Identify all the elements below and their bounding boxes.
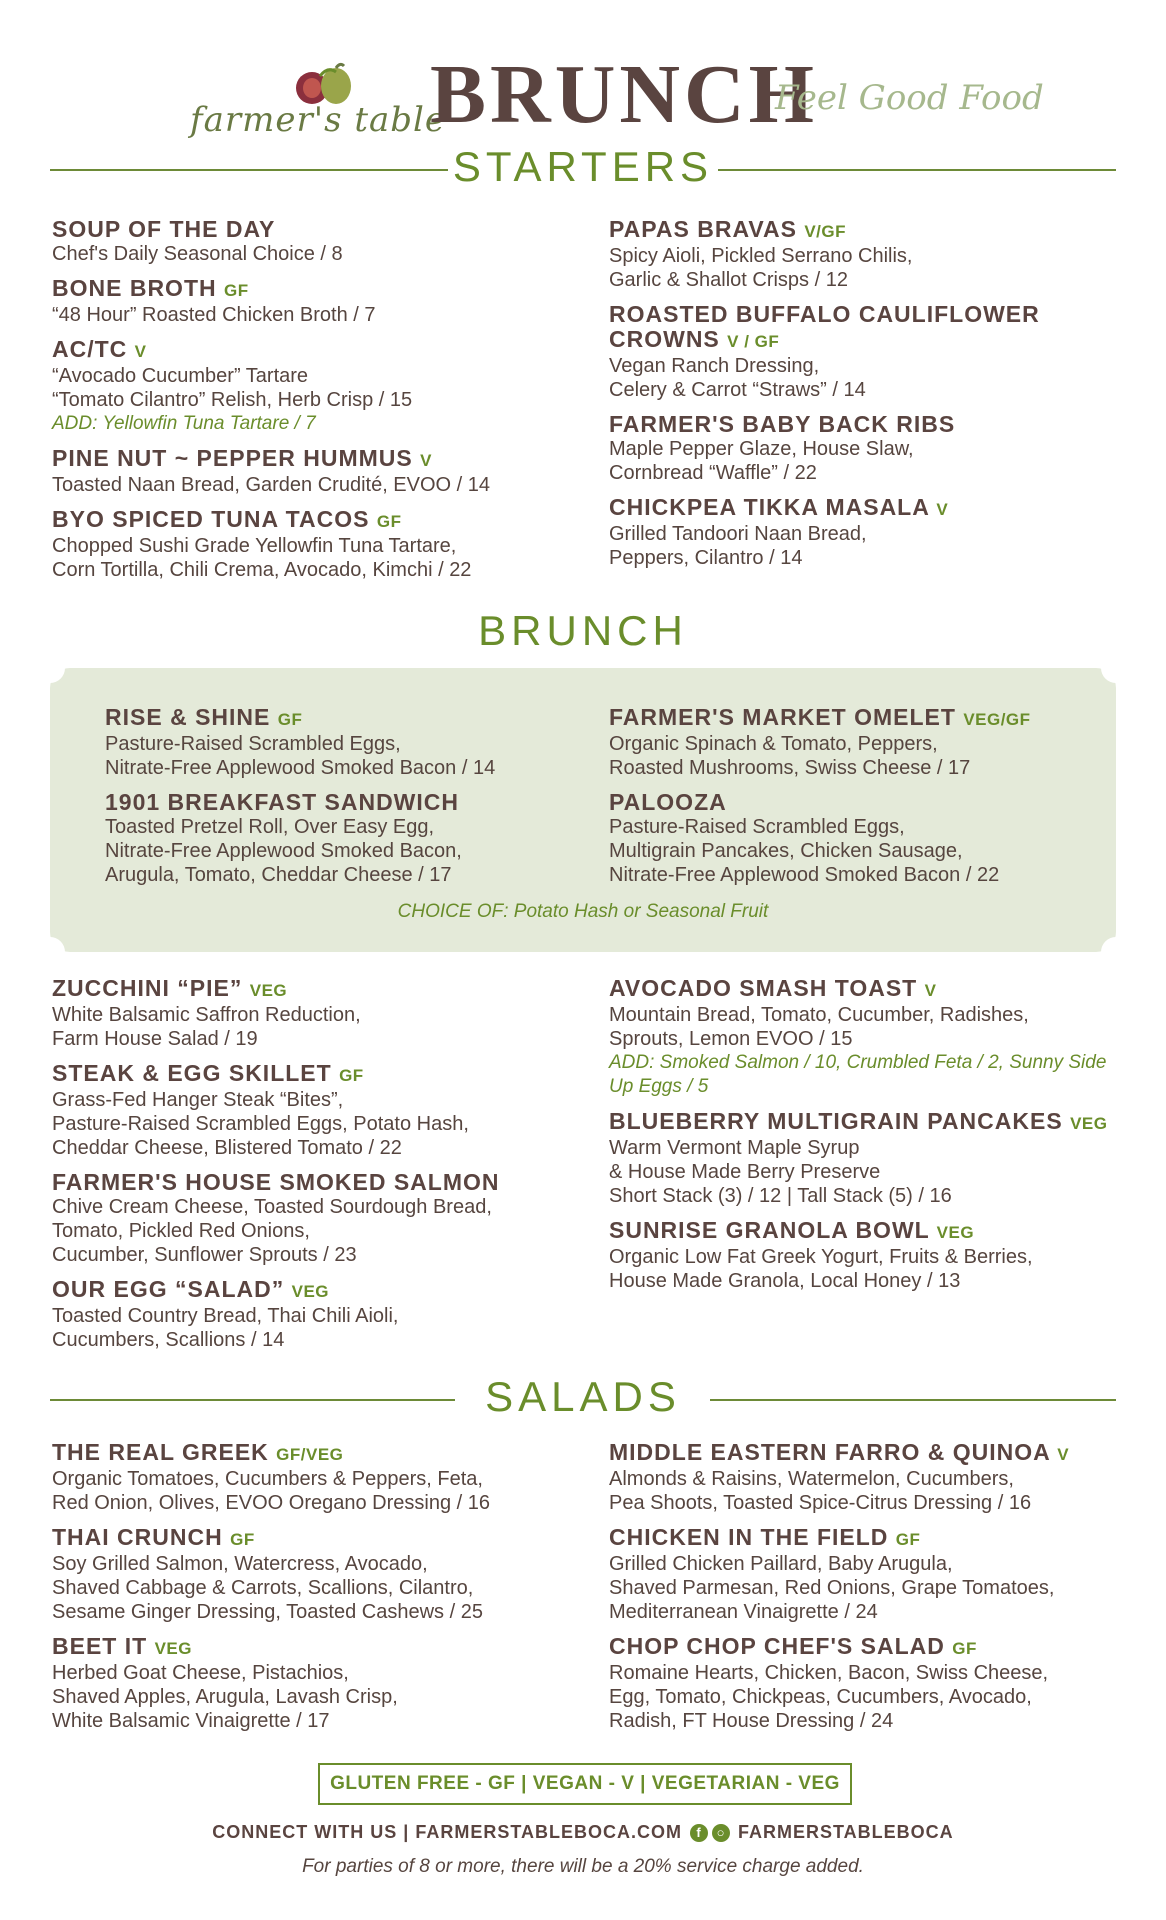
menu-item: [52, 1525, 552, 1624]
menu-item: [52, 1277, 552, 1352]
menu-item-title: PAPAS BRAVAS: [609, 216, 797, 242]
menu-item: [609, 976, 1109, 1099]
dietary-tag: GF: [376, 512, 402, 531]
menu-item: [105, 705, 605, 780]
menu-item-description: White Balsamic Vinaigrette / 17: [52, 1710, 330, 1732]
dietary-tag: VEG: [154, 1639, 192, 1658]
menu-item-name: [609, 790, 1109, 815]
menu-item-description: Sesame Ginger Dressing, Toasted Cashews / 25: [52, 1601, 483, 1623]
menu-item-description: Shaved Parmesan, Red Onions, Grape Tomatoes,: [609, 1577, 1055, 1599]
section-title: BRUNCH: [478, 607, 688, 654]
dietary-tag: GF: [339, 1066, 364, 1085]
menu-item: [609, 302, 1109, 402]
menu-item-name: [52, 1170, 552, 1195]
menu-item-description: Mountain Bread, Tomato, Cucumber, Radishes,: [609, 1004, 1029, 1026]
menu-item-description: Herbed Goat Cheese, Pistachios,: [52, 1662, 349, 1684]
brunch-choice-note: CHOICE OF: Potato Hash or Seasonal Fruit: [397, 901, 769, 922]
menu-item-title: OUR EGG “SALAD”: [52, 1276, 285, 1302]
menu-item-name: [609, 1109, 1109, 1136]
menu-item-title: PALOOZA: [609, 789, 727, 815]
menu-item-description: Toasted Naan Bread, Garden Crudité, EVOO / 14: [52, 474, 491, 496]
menu-item-description: Soy Grilled Salmon, Watercress, Avocado,: [52, 1553, 428, 1575]
menu-item-description: Nitrate-Free Applewood Smoked Bacon,: [105, 840, 462, 862]
menu-item: [52, 446, 552, 497]
menu-item-description: Shaved Apples, Arugula, Lavash Crisp,: [52, 1686, 398, 1708]
menu-item-title: FARMER'S BABY BACK RIBS: [609, 411, 956, 437]
menu-item-title: BLUEBERRY MULTIGRAIN PANCAKES: [609, 1108, 1063, 1134]
menu-item: [52, 1440, 552, 1515]
mains-left-column: [52, 976, 552, 1362]
menu-item-name: [609, 1634, 1109, 1661]
menu-item-title: RISE & SHINE: [105, 704, 271, 730]
menu-item-description: Radish, FT House Dressing / 24: [609, 1710, 894, 1732]
menu-item-description: Farm House Salad / 19: [52, 1028, 258, 1050]
menu-item-name: [609, 1218, 1109, 1245]
menu-item-title: BEET IT: [52, 1633, 148, 1659]
menu-item-description: White Balsamic Saffron Reduction,: [52, 1004, 361, 1026]
menu-item-description: Cucumbers, Scallions / 14: [52, 1329, 285, 1351]
menu-item: [52, 337, 552, 436]
menu-item-title: AC/TC: [52, 336, 128, 362]
menu-item-title: CHICKPEA TIKKA MASALA: [609, 494, 929, 520]
tagline: Feel Good Food: [775, 78, 1044, 118]
menu-item-description: Cucumber, Sunflower Sprouts / 23: [52, 1244, 357, 1266]
menu-item-description: & House Made Berry Preserve: [609, 1161, 881, 1183]
menu-item-name: [52, 446, 552, 473]
menu-item-title: SUNRISE GRANOLA BOWL: [609, 1217, 930, 1243]
social-handle: FARMERSTABLEBOCA: [738, 1822, 954, 1842]
menu-item-description: Grilled Tandoori Naan Bread,: [609, 523, 867, 545]
menu-item-name: [52, 1634, 552, 1661]
dietary-tag: V: [924, 981, 937, 1000]
menu-item-description: Pasture-Raised Scrambled Eggs,: [609, 816, 905, 838]
dietary-tag: V: [1057, 1445, 1070, 1464]
dietary-tag: VEG: [936, 1223, 975, 1242]
dietary-tag: GF: [224, 281, 249, 300]
menu-item: [52, 976, 552, 1051]
brunch-right-column: [609, 705, 1109, 897]
salads-left-column: [52, 1440, 552, 1743]
menu-item-name: [52, 1440, 552, 1467]
menu-item-title: MIDDLE EASTERN FARRO & QUINOA: [609, 1439, 1050, 1465]
menu-item: [105, 790, 605, 887]
corner-notch: [1101, 937, 1131, 967]
menu-item-name: [609, 1525, 1109, 1552]
dietary-tag: V: [134, 342, 147, 361]
menu-item-description: Pasture-Raised Scrambled Eggs,: [105, 733, 401, 755]
dietary-tag: GF: [277, 710, 303, 729]
menu-item-description: Organic Spinach & Tomato, Peppers,: [609, 733, 938, 755]
menu-item-description: Maple Pepper Glaze, House Slaw,: [609, 438, 914, 460]
menu-item-description: Roasted Mushrooms, Swiss Cheese / 17: [609, 757, 971, 779]
dietary-tag: VEG: [1070, 1114, 1108, 1133]
menu-item-description: “Avocado Cucumber” Tartare: [52, 365, 309, 387]
menu-item-title: FARMER'S MARKET OMELET: [609, 704, 956, 730]
section-heading-brunch: [50, 607, 1116, 657]
menu-item-name: [52, 1525, 552, 1552]
menu-item-description: Organic Tomatoes, Cucumbers & Peppers, Feta,: [52, 1468, 483, 1490]
menu-item-description: Spicy Aioli, Pickled Serrano Chilis,: [609, 245, 913, 267]
dietary-tag: GF: [230, 1530, 255, 1549]
starters-right-column: [609, 217, 1109, 580]
menu-item-title: BONE BROTH: [52, 275, 217, 301]
menu-item-description: Sprouts, Lemon EVOO / 15: [609, 1028, 853, 1050]
menu-item-name: [609, 302, 1109, 354]
connect-line: [0, 1822, 1166, 1843]
menu-item: [52, 507, 552, 582]
menu-item-description: Chopped Sushi Grade Yellowfin Tuna Tartare,: [52, 535, 457, 557]
menu-item-description: Toasted Pretzel Roll, Over Easy Egg,: [105, 816, 435, 838]
menu-item-description: Corn Tortilla, Chili Crema, Avocado, Kimchi / 22: [52, 559, 472, 581]
menu-item-name: [609, 495, 1109, 522]
menu-item-description: Pasture-Raised Scrambled Eggs, Potato Hash,: [52, 1113, 469, 1135]
menu-item-title: SOUP OF THE DAY: [52, 216, 276, 242]
divider-line: [710, 1399, 1116, 1401]
menu-item-description: Grass-Fed Hanger Steak “Bites”,: [52, 1089, 344, 1111]
dietary-tag: GF: [952, 1639, 977, 1658]
instagram-icon[interactable]: ○: [712, 1824, 730, 1842]
menu-item-description: Almonds & Raisins, Watermelon, Cucumbers,: [609, 1468, 1014, 1490]
menu-item-description: Vegan Ranch Dressing,: [609, 355, 820, 377]
menu-item-description: Peppers, Cilantro / 14: [609, 547, 803, 569]
menu-item-name: [609, 412, 1109, 437]
menu-item-name: [609, 705, 1109, 732]
corner-notch: [1101, 653, 1131, 683]
starters-left-column: [52, 217, 552, 592]
menu-item-title: STEAK & EGG SKILLET: [52, 1060, 332, 1086]
dietary-tag: GF/VEG: [276, 1445, 344, 1464]
facebook-icon[interactable]: f: [690, 1824, 708, 1842]
menu-item-name: [52, 1277, 552, 1304]
dietary-tag: VEG: [291, 1282, 330, 1301]
brand-name: farmer's table: [190, 100, 447, 140]
menu-item-name: [52, 337, 552, 364]
menu-item: [609, 1440, 1109, 1515]
menu-item-name: [52, 276, 552, 303]
menu-item-name: [609, 976, 1109, 1003]
menu-item-description: Nitrate-Free Applewood Smoked Bacon / 14: [105, 757, 496, 779]
menu-item-description: Shaved Cabbage & Carrots, Scallions, Cilantro,: [52, 1577, 474, 1599]
menu-item-title: THAI CRUNCH: [52, 1524, 223, 1550]
menu-item-name: [105, 790, 605, 815]
menu-item: [609, 1109, 1109, 1208]
salads-right-column: [609, 1440, 1109, 1743]
service-charge-note: For parties of 8 or more, there will be a 20% service charge added.: [302, 1856, 864, 1877]
menu-item: [52, 1061, 552, 1160]
menu-item-description: Romaine Hearts, Chicken, Bacon, Swiss Cheese,: [609, 1662, 1049, 1684]
page-title: BRUNCH: [430, 48, 819, 141]
menu-item: [609, 1525, 1109, 1624]
dietary-tag: V: [420, 451, 432, 470]
menu-item: [52, 1634, 552, 1733]
mains-right-column: [609, 976, 1109, 1303]
menu-item-title: BYO SPICED TUNA TACOS: [52, 506, 370, 532]
menu-item-description: Celery & Carrot “Straws” / 14: [609, 379, 866, 401]
menu-item: [609, 412, 1109, 485]
dietary-tag: VEG/GF: [963, 710, 1031, 729]
menu-item-description: Cornbread “Waffle” / 22: [609, 462, 817, 484]
menu-item-description: House Made Granola, Local Honey / 13: [609, 1270, 961, 1292]
menu-item-description: Multigrain Pancakes, Chicken Sausage,: [609, 840, 963, 862]
menu-item-name: [105, 705, 605, 732]
menu-item-title: PINE NUT ~ PEPPER HUMMUS: [52, 445, 413, 471]
menu-item: [609, 495, 1109, 570]
section-heading-salads: [50, 1373, 1116, 1423]
menu-item-description: “Tomato Cilantro” Relish, Herb Crisp / 15: [52, 389, 413, 411]
brand-logo: [190, 70, 447, 140]
menu-item-addon: ADD: Smoked Salmon / 10, Crumbled Feta / 2, Sunny Side Up Eggs / 5: [609, 1052, 1107, 1097]
menu-item-description: “48 Hour” Roasted Chicken Broth / 7: [52, 304, 376, 326]
menu-item: [609, 217, 1109, 292]
menu-item-title: ROASTED BUFFALO CAULIFLOWER CROWNS: [609, 301, 1040, 352]
menu-item-description: Pea Shoots, Toasted Spice-Citrus Dressing / 16: [609, 1492, 1032, 1514]
menu-item: [609, 705, 1109, 780]
section-title: SALADS: [485, 1373, 681, 1420]
menu-item: [609, 1218, 1109, 1293]
menu-item-description: Organic Low Fat Greek Yogurt, Fruits & Berries,: [609, 1246, 1033, 1268]
corner-notch: [35, 653, 65, 683]
menu-item-description: Arugula, Tomato, Cheddar Cheese / 17: [105, 864, 452, 886]
menu-item-name: [52, 976, 552, 1003]
menu-item-addon: ADD: Yellowfin Tuna Tartare / 7: [52, 413, 316, 434]
dietary-legend: GLUTEN FREE - GF | VEGAN - V | VEGETARIAN - VEG: [318, 1763, 852, 1805]
corner-notch: [35, 937, 65, 967]
menu-item-title: FARMER'S HOUSE SMOKED SALMON: [52, 1169, 500, 1195]
dietary-tag: VEG: [249, 981, 288, 1000]
menu-item-description: Chive Cream Cheese, Toasted Sourdough Bread,: [52, 1196, 492, 1218]
menu-item-title: CHOP CHOP CHEF'S SALAD: [609, 1633, 945, 1659]
divider-line: [718, 169, 1116, 171]
menu-item-description: Red Onion, Olives, EVOO Oregano Dressing / 16: [52, 1492, 490, 1514]
dietary-tag: V: [936, 500, 949, 519]
menu-item: [52, 276, 552, 327]
menu-item-title: THE REAL GREEK: [52, 1439, 269, 1465]
dietary-tag: V/GF: [804, 222, 846, 241]
menu-item-description: Garlic & Shallot Crisps / 12: [609, 269, 848, 291]
menu-item-title: CHICKEN IN THE FIELD: [609, 1524, 889, 1550]
menu-item-title: ZUCCHINI “PIE”: [52, 975, 243, 1001]
brunch-left-column: [105, 705, 605, 897]
menu-item-description: Short Stack (3) / 12 | Tall Stack (5) / 16: [609, 1185, 952, 1207]
menu-item-description: Tomato, Pickled Red Onions,: [52, 1220, 310, 1242]
menu-item-description: Chef's Daily Seasonal Choice / 8: [52, 243, 343, 265]
menu-item-description: Mediterranean Vinaigrette / 24: [609, 1601, 878, 1623]
dietary-tag: GF: [895, 1530, 921, 1549]
menu-item-description: Warm Vermont Maple Syrup: [609, 1137, 860, 1159]
section-title: STARTERS: [452, 143, 714, 190]
menu-item-description: Toasted Country Bread, Thai Chili Aioli,: [52, 1305, 399, 1327]
menu-item-title: AVOCADO SMASH TOAST: [609, 975, 918, 1001]
menu-item-name: [609, 217, 1109, 244]
menu-item-name: [52, 217, 552, 242]
menu-header: [0, 40, 1166, 140]
menu-item-name: [609, 1440, 1109, 1467]
menu-item: [609, 1634, 1109, 1733]
menu-item-description: Egg, Tomato, Chickpeas, Cucumbers, Avocado,: [609, 1686, 1032, 1708]
menu-item-description: Nitrate-Free Applewood Smoked Bacon / 22: [609, 864, 1000, 886]
menu-item: [52, 217, 552, 266]
section-heading-starters: [50, 143, 1116, 193]
menu-item-name: [52, 1061, 552, 1088]
menu-item-title: 1901 BREAKFAST SANDWICH: [105, 789, 459, 815]
menu-item-name: [52, 507, 552, 534]
menu-item: [609, 790, 1109, 887]
connect-label: CONNECT WITH US | FARMERSTABLEBOCA.COM: [212, 1822, 682, 1842]
dietary-tag: V / GF: [727, 332, 780, 351]
menu-item: [52, 1170, 552, 1267]
menu-item-description: Grilled Chicken Paillard, Baby Arugula,: [609, 1553, 953, 1575]
menu-item-description: Cheddar Cheese, Blistered Tomato / 22: [52, 1137, 402, 1159]
